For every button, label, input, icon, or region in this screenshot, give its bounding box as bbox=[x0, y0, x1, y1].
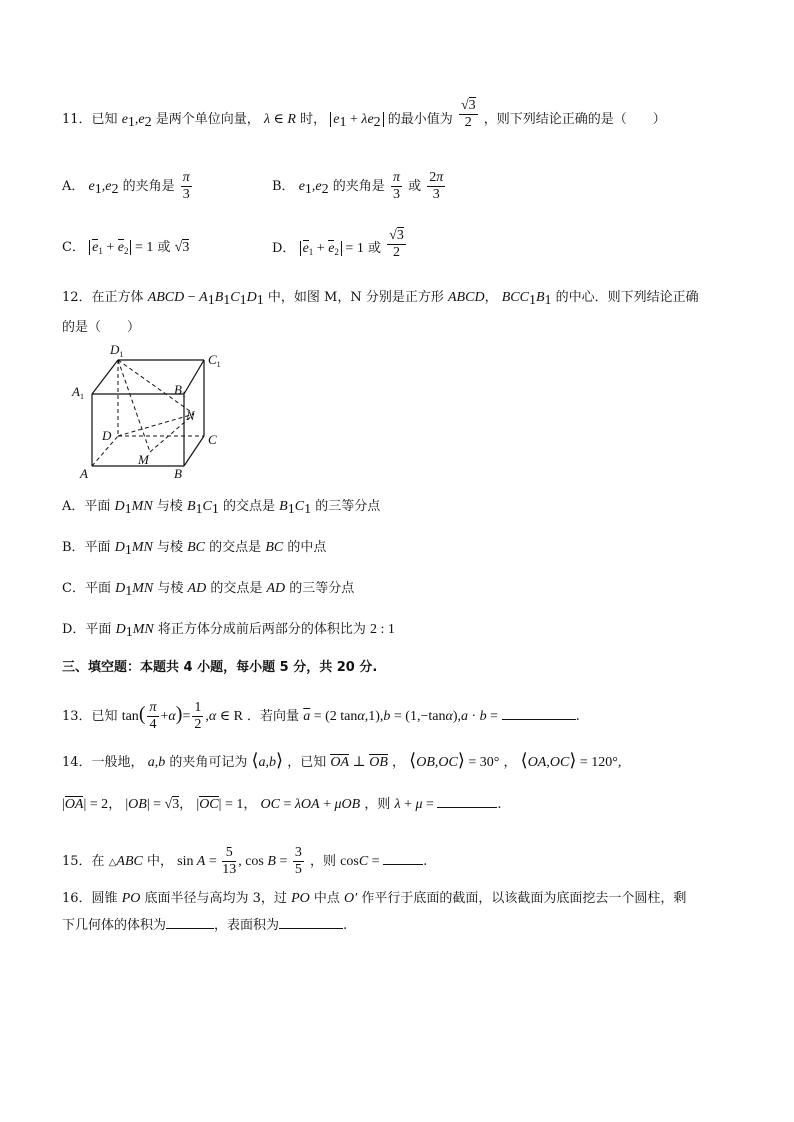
label-D: D bbox=[102, 428, 112, 443]
label-N: N bbox=[186, 408, 195, 423]
edge-A1D1 bbox=[92, 360, 118, 394]
q12-option-c[interactable]: C．平面 $D_1MN$ 与棱 AD 的交点是 AD 的三等分点 bbox=[62, 581, 355, 599]
q13: 13．已知 tan( $\frac{\pi}{4}$ +α)= $\frac{1}{2}$ ,α ∈ R ．若向量 $\overline{a} = (2$ tanα,1),b = (1,−tanα),a · b = . bbox=[62, 700, 580, 732]
q16-line1: 16．圆锥 PO 底面半径与高均为 3，过 PO 中点 O′ 作平行于底面的截面，以该截面为底面挖去一个圆柱，剩 bbox=[62, 891, 687, 906]
label-A1: $A_1$ bbox=[72, 384, 84, 401]
edge-B1C1 bbox=[184, 360, 204, 394]
q11-option-d[interactable]: D． $e_1 + e_2 = 1$ 或 $\frac{√3}{2}$ bbox=[272, 228, 404, 260]
segment-D1N bbox=[118, 360, 194, 414]
q11-option-c[interactable]: C． $e_1 + e_2 = 1$ 或 √3 bbox=[62, 240, 190, 256]
q12-option-a[interactable]: A．平面 $D_1MN$ 与棱 $B_1C_1$ 的交点是 $B_1C_1$ 的三等分点 bbox=[62, 499, 381, 517]
label-B: B bbox=[174, 466, 182, 480]
edge-BC bbox=[184, 436, 204, 466]
q12-option-d[interactable]: D．平面 $D_1MN$ 将正方体分成前后两部分的体积比为 2 : 1 bbox=[62, 622, 395, 640]
cube-figure bbox=[62, 340, 232, 480]
q11-option-a[interactable]: A． $e_1,e_2$ 的夹角是 $\frac{\pi}{3}$ bbox=[62, 170, 190, 202]
segment-DN bbox=[118, 414, 194, 436]
label-D1: $D_1$ bbox=[110, 342, 124, 359]
q15: 15．在 △ABC 中， sin A = $\frac{5}{13}$ , cos B = $\frac{3}{5}$ ，则 cosC = . bbox=[62, 845, 428, 877]
q12-stem-line2: 的是（ ） bbox=[62, 320, 141, 335]
q14-line1: 14．一般地， a,b 的夹角可记为 ⟨a,b⟩ ，已知 OA ⊥ OB ， ⟨OB,OC⟩ = 30° ， ⟨OA,OC⟩ = 120°, bbox=[62, 750, 622, 770]
section-3-title: 三、填空题：本题共 4 小题，每小题 5 分，共 20 分. bbox=[62, 660, 378, 675]
segment-D1M bbox=[118, 360, 150, 452]
label-A: A bbox=[80, 466, 88, 480]
label-M: M bbox=[138, 452, 149, 467]
q11-option-b[interactable]: B． $e_1,e_2$ 的夹角是 $\frac{\pi}{3}$ 或 $\frac{2\pi}{3}$ bbox=[272, 170, 444, 202]
q11-stem: 11．已知 $e_1,e_2$ 是两个单位向量， λ ∈ R 时， $e_1 + \lambda e_2$ 的最小值为 $\frac{√3}{2}$ ，则下列结论正确的是（ ） bbox=[62, 98, 666, 130]
label-B1: $B_1$ bbox=[174, 382, 186, 399]
label-C: C bbox=[208, 432, 217, 447]
q12-stem-line1: 12．在正方体 ABCD − $A_1B_1C_1D_1$ 中，如图 M，N 分别是正方形 ABCD， $BCC_1B_1$ 的中心．则下列结论正确 bbox=[62, 290, 699, 308]
label-C1: $C_1$ bbox=[208, 352, 221, 369]
q12-option-b[interactable]: B．平面 $D_1MN$ 与棱 BC 的交点是 BC 的中点 bbox=[62, 540, 327, 558]
q14-line2: |OA| = 2， |OB| = √3， |OC| = 1， OC = λOA + μOB ，则 λ + μ = . bbox=[62, 797, 502, 812]
q16-line2: 下几何体的体积为 ，表面积为 . bbox=[62, 918, 348, 933]
